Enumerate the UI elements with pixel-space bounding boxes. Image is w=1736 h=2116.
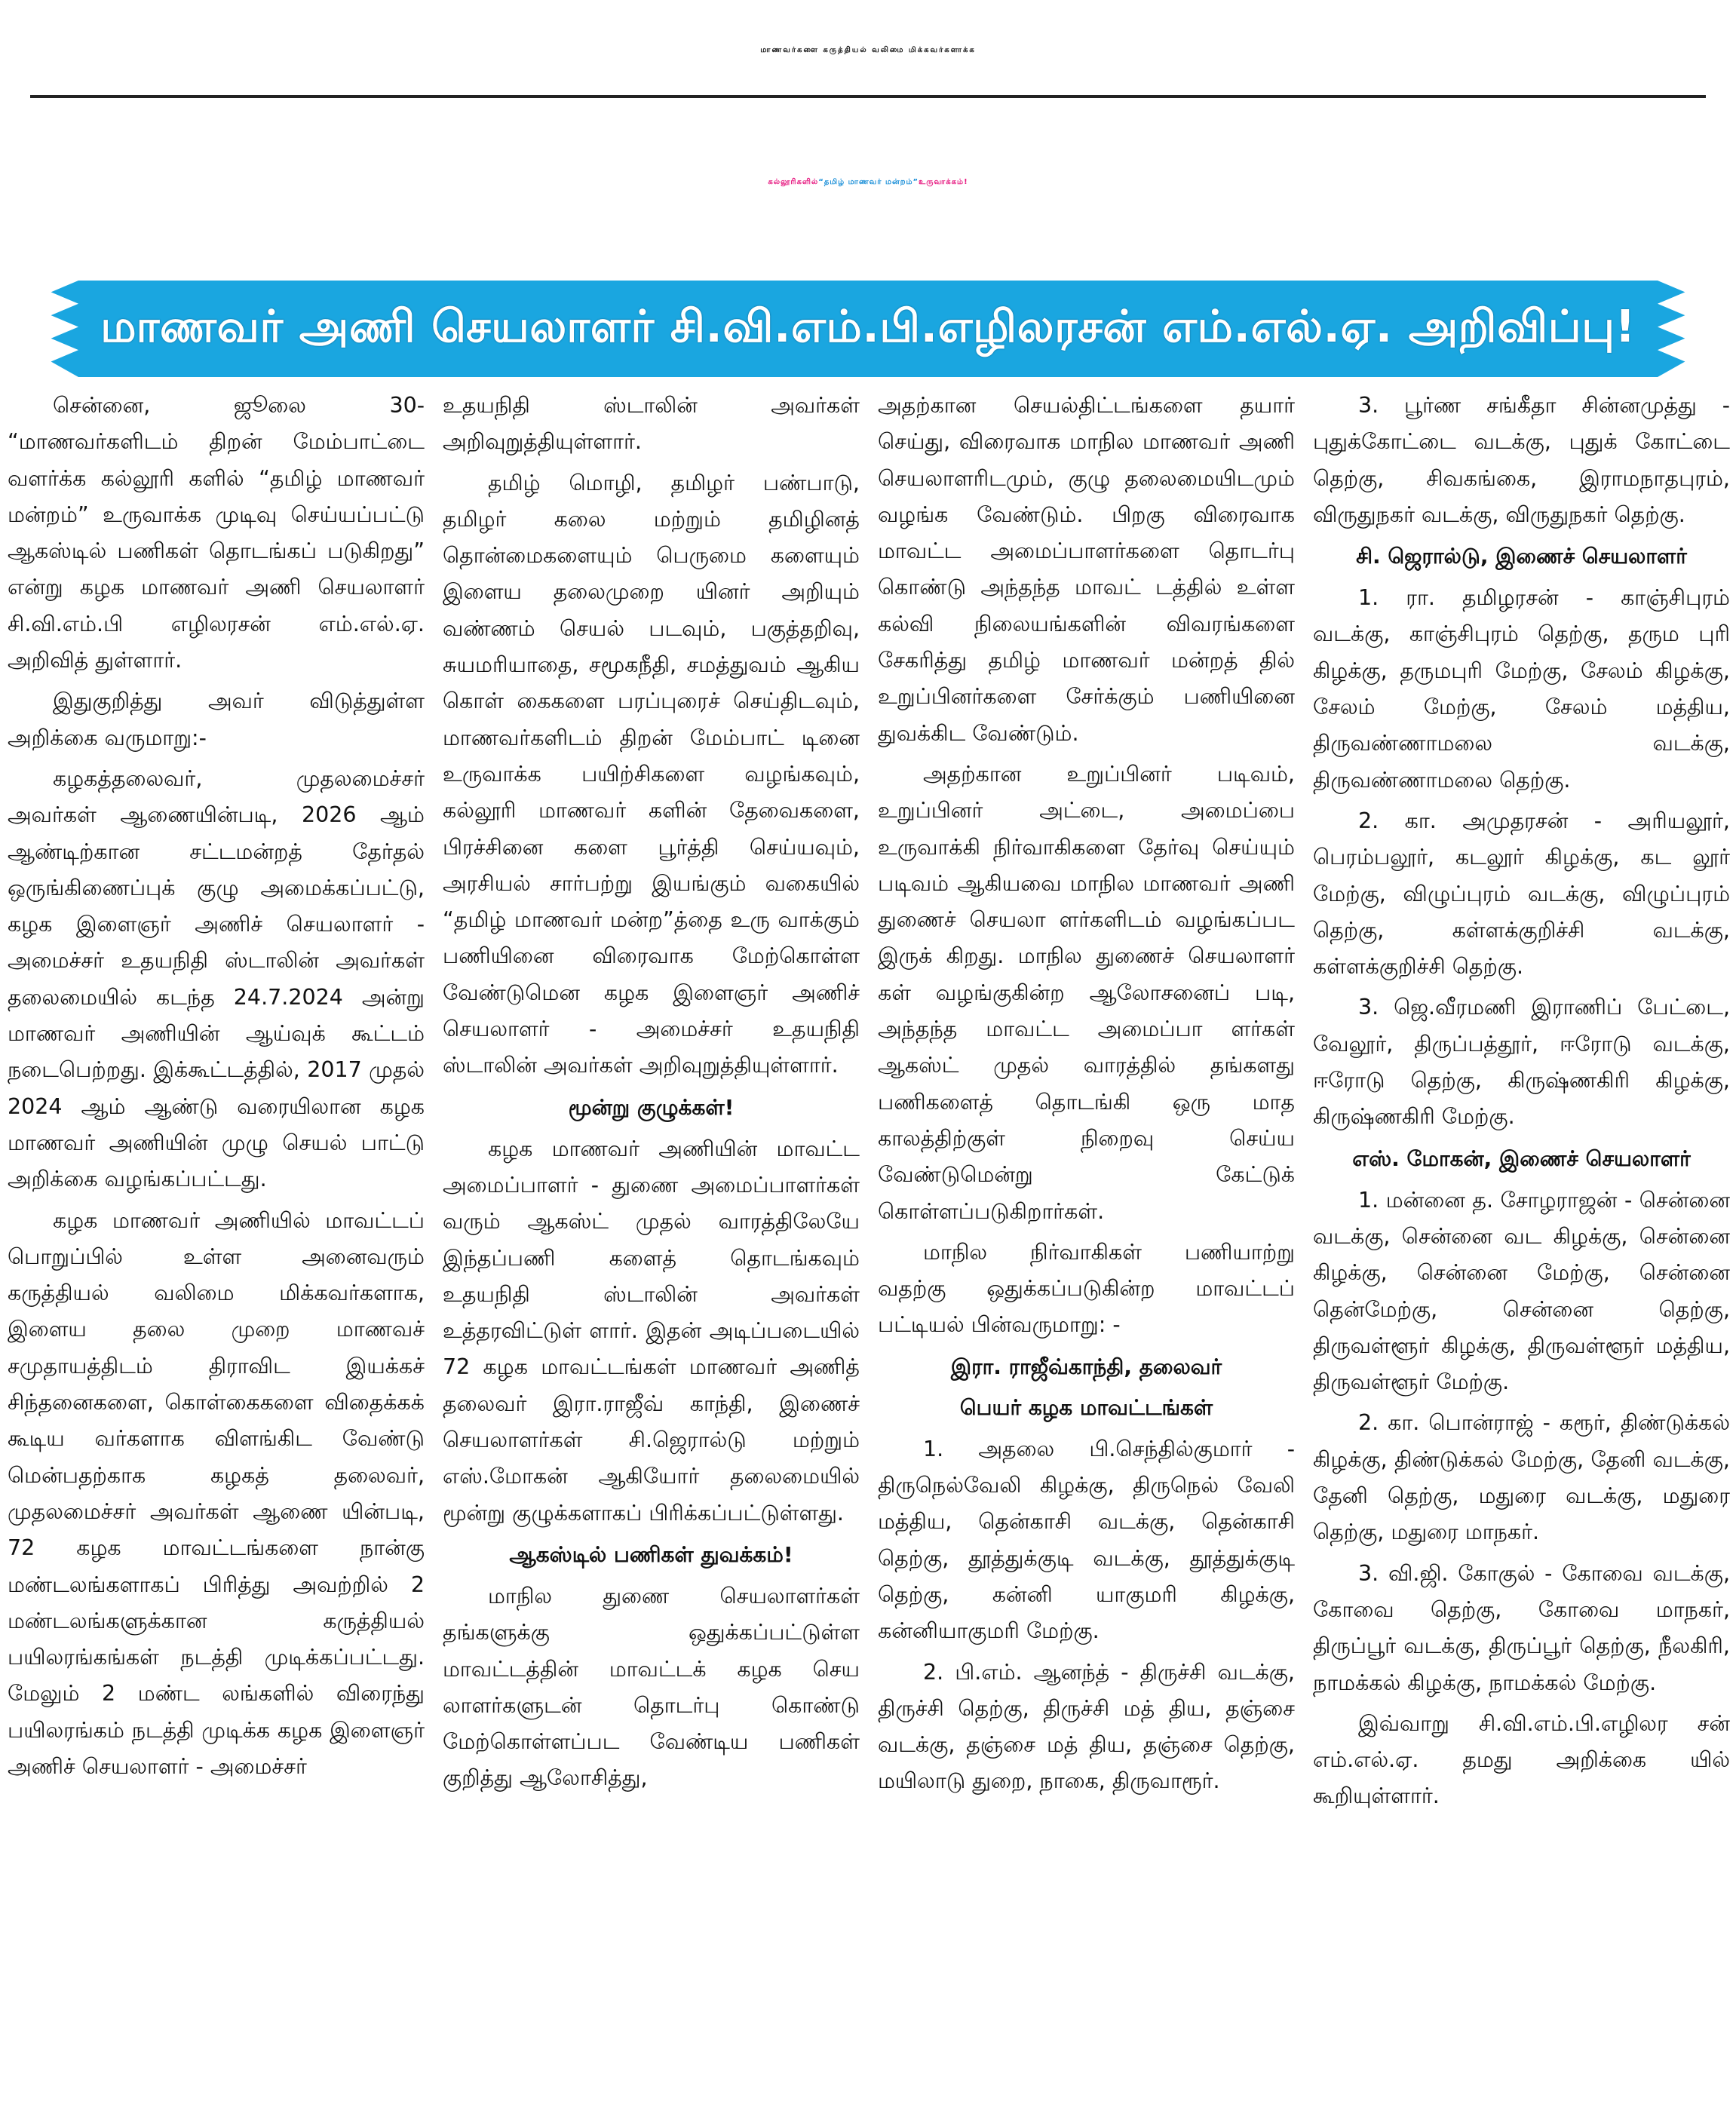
- article-paragraph: 3. ஜெ.வீரமணி இராணிப் பேட்டை, வேலூர், திருப்பத்தூர், ஈரோடு வடக்கு, ஈரோடு தெற்கு, கிருஷ்ணகிரி கிழக்கு, கிருஷ்ணகிரி மேற்கு.: [1313, 995, 1730, 1130]
- article-paragraph: 3. பூர்ண சங்கீதா சின்னமுத்து - புதுக்கோட்டை வடக்கு, புதுக் கோட்டை தெற்கு, சிவகங்கை, இராமநாதபுரம், விருதுநகர் வடக்கு, விருதுநகர் தெற்கு.: [1313, 393, 1730, 527]
- header-rule: [30, 95, 1706, 98]
- column-4: [1313, 388, 1730, 2111]
- section-subheading: சி. ஜெரால்டு, இணைச் செயலாளர்: [1356, 544, 1687, 569]
- article-paragraph: 2. கா. அமுதரசன் - அரியலூர், பெரம்பலூர், கடலூர் கிழக்கு, கட லூர் மேற்கு, விழுப்புரம் வடக்கு, விழுப்புரம் தெற்கு, கள்ளக்குறிச்சி வடக்கு, கள்ளக்குறிச்சி தெற்கு.: [1313, 808, 1730, 980]
- article-paragraph: 3. வி.ஜி. கோகுல் - கோவை வடக்கு, கோவை தெற்கு, கோவை மாநகர், திருப்பூர் வடக்கு, திருப்பூர் தெற்கு, நீலகிரி, நாமக்கல் கிழக்கு, நாமக்கல் மேற்கு.: [1313, 1560, 1730, 1695]
- article-paragraph: மாநில துணை செயலாளர்கள் தங்களுக்கு ஒதுக்கப்பட்டுள்ள மாவட்டத்தின் மாவட்டக் கழக செய லாளர்களுடன் தொடர்பு கொண்டு மேற்கொள்ளப்பட வேண்டிய பணிகள் குறித்து ஆலோசித்து,: [443, 1583, 860, 1791]
- column-3: [878, 388, 1295, 2111]
- main-headline: [0, 107, 1736, 258]
- article-paragraph: அதற்கான செயல்திட்டங்களை தயார் செய்து, விரைவாக மாநில மாணவர் அணி செயலாளரிடமும், குழு தலைமையிடமும் வழங்க வேண்டும். பிறகு விரைவாக மாவட்ட அமைப்பாளர்களை தொடர்பு கொண்டு அந்தந்த மாவட் டத்தில் உள்ள கல்வி நிலையங்களின் விவரங்களை சேகரித்து தமிழ் மாணவர் மன்றத் தில் உறுப்பினர்களை சேர்க்கும் பணியினை துவக்கிட வேண்டும்.: [878, 393, 1295, 746]
- article-paragraph: தமிழ் மொழி, தமிழர் பண்பாடு, தமிழர் கலை மற்றும் தமிழினத் தொன்மைகளையும் பெருமை களையும் இளைய தலைமுறை யினர் அறியும் வண்ணம் செயல் படவும், பகுத்தறிவு, சுயமரியாதை, சமூகநீதி, சமத்துவம் ஆகிய கொள் கைகளை பரப்புரைச் செய்திடவும், மாணவர்களிடம் திறன் மேம்பாட் டினை உருவாக்க பயிற்சிகளை வழங்கவும், கல்லூரி மாணவர் களின் தேவைகளை, பிரச்சினை களை பூர்த்தி செய்யவும், அரசியல் சார்பற்று இயங்கும் வகையில் “தமிழ் மாணவர் மன்ற”த்தை உரு வாக்கும் பணியினை விரைவாக மேற்கொள்ள வேண்டுமென கழக இளைஞர் அணிச் செயலாளர் - அமைச்சர் உதயநிதி ஸ்டாலின் அவர்கள் அறிவுறுத்தியுள்ளார்.: [443, 470, 860, 1078]
- article-paragraph: அதற்கான உறுப்பினர் படிவம், உறுப்பினர் அட்டை, அமைப்பை உருவாக்கி நிர்வாகிகளை தேர்வு செய்யும் படிவம் ஆகியவை மாநில மாணவர் அணி துணைச் செயலா ளர்களிடம் வழங்கப்பட இருக் கிறது. மாநில துணைச் செயலாளர் கள் வழங்குகின்ற ஆலோசனைப் படி, அந்தந்த மாவட்ட அமைப்பா ளர்கள் ஆகஸ்ட் முதல் வாரத்தில் தங்களது பணிகளைத் தொடங்கி ஒரு மாத காலத்திற்குள் நிறைவு செய்ய வேண்டுமென்று கேட்டுக் கொள்ளப்படுகிறார்கள்.: [878, 761, 1295, 1224]
- article-paragraph: கழக மாணவர் அணியில் மாவட்டப் பொறுப்பில் உள்ள அனைவரும் கருத்தியல் வலிமை மிக்கவர்களாக, இளைய தலை முறை மாணவச் சமுதாயத்திடம் திராவிட இயக்கச் சிந்தனைகளை, கொள்கைகளை விதைக்கக் கூடிய வர்களாக விளங்கிட வேண்டு மென்பதற்காக கழகத் தலைவர், முதலமைச்சர் அவர்கள் ஆணை யின்படி, 72 கழக மாவட்டங்களை நான்கு மண்டலங்களாகப் பிரித்து அவற்றில் 2 மண்டலங்களுக்கான கருத்தியல் பயிலரங்கங்கள் நடத்தி முடிக்கப்பட்டது. மேலும் 2 மண்ட லங்களில் விரைந்து பயிலரங்கம் நடத்தி முடிக்க கழக இளைஞர் அணிச் செயலாளர் - அமைச்சர்: [8, 1207, 425, 1779]
- section-subheading: எஸ். மோகன், இணைச் செயலாளர்: [1352, 1145, 1691, 1171]
- article-paragraph: 1. மன்னை த. சோழராஜன் - சென்னை வடக்கு, சென்னை வட கிழக்கு, சென்னை கிழக்கு, சென்னை மேற்கு, சென்னை தென்மேற்கு, சென்னை தெற்கு, திருவள்ளூர் கிழக்கு, திருவள்ளூர் மத்திய, திருவள்ளூர் மேற்கு.: [1313, 1187, 1730, 1395]
- column-2: [443, 388, 860, 2111]
- banner-notch-right: [1658, 281, 1697, 377]
- article-paragraph: மாநில நிர்வாகிகள் பணியாற்று வதற்கு ஒதுக்கப்படுகின்ற மாவட்டப் பட்டியல் பின்வருமாறு: -: [878, 1239, 1295, 1338]
- headline-part-1: கல்லூரிகளில்: [768, 178, 819, 186]
- article-paragraph: 2. கா. பொன்ராஜ் - கரூர், திண்டுக்கல் கிழக்கு, திண்டுக்கல் மேற்கு, தேனி வடக்கு, தேனி தெற்கு, மதுரை வடக்கு, மதுரை தெற்கு, மதுரை மாநகர்.: [1313, 1410, 1730, 1545]
- headline-part-3: உருவாக்கம்!: [919, 178, 968, 186]
- article-paragraph: கழக மாணவர் அணியின் மாவட்ட அமைப்பாளர் - துணை அமைப்பாளர்கள் வரும் ஆகஸ்ட் முதல் வாரத்திலேயே இந்தப்பணி களைத் தொடங்கவும் உதயநிதி ஸ்டாலின் அவர்கள் உத்தரவிட்டுள் ளார். இதன் அடிப்படையில் 72 கழக மாவட்டங்கள் மாணவர் அணித் தலைவர் இரா.ராஜீவ் காந்தி, இணைச் செயலாளர்கள் சி.ஜெரால்டு மற்றும் எஸ்.மோகன் ஆகியோர் தலைமையில் மூன்று குழுக்களாகப் பிரிக்கப்பட்டுள்ளது.: [443, 1136, 860, 1526]
- banner-notch-left: [39, 281, 78, 377]
- article-paragraph: 1. அதலை பி.செந்தில்குமார் - திருநெல்வேலி கிழக்கு, திருநெல் வேலி மத்திய, தென்காசி வடக்கு, தென்காசி தெற்கு, தூத்துக்குடி வடக்கு, தூத்துக்குடி தெற்கு, கன்னி யாகுமரி கிழக்கு, கன்னியாகுமரி மேற்கு.: [878, 1436, 1295, 1644]
- article-paragraph: உதயநிதி ஸ்டாலின் அவர்கள் அறிவுறுத்தியுள்ளார்.: [443, 393, 860, 455]
- section-subheading: பெயர் கழக மாவட்டங்கள்: [959, 1394, 1213, 1420]
- kicker-headline: மாணவர்களை கருத்தியல் வலிமை மிக்கவர்களாக்க: [760, 46, 976, 54]
- article-paragraph: இவ்வாறு சி.வி.எம்.பி.எழிலர சன் எம்.எல்.ஏ. தமது அறிக்கை யில் கூறியுள்ளார்.: [1313, 1710, 1730, 1809]
- article-paragraph: இதுகுறித்து அவர் விடுத்துள்ள அறிக்கை வருமாறு:-: [8, 688, 425, 750]
- subheadline-banner: [42, 281, 1694, 377]
- column-1: [8, 388, 425, 2111]
- section-subheading: மூன்று குழுக்கள்!: [568, 1094, 735, 1120]
- article-paragraph: 2. பி.எம். ஆனந்த் - திருச்சி வடக்கு, திருச்சி தெற்கு, திருச்சி மத் திய, தஞ்சை வடக்கு, தஞ்சை மத் திய, தஞ்சை தெற்கு, மயிலாடு துறை, நாகை, திருவாரூர்.: [878, 1659, 1295, 1794]
- article-paragraph: சென்னை, ஜூலை 30- “மாணவர்களிடம் திறன் மேம்பாட்டை வளர்க்க கல்லூரி களில் “தமிழ் மாணவர் மன்றம்” உருவாக்க முடிவு செய்யப்பட்டு ஆகஸ்டில் பணிகள் தொடங்கப் படுகிறது” என்று கழக மாணவர் அணி செயலாளர் சி.வி.எம்.பி எழிலரசன் எம்.எல்.ஏ. அறிவித் துள்ளார்.: [8, 393, 425, 673]
- banner-text: மாணவர் அணி செயலாளர் சி.வி.எம்.பி.எழிலரசன் எம்.எல்.ஏ. அறிவிப்பு!: [100, 299, 1636, 352]
- section-subheading: இரா. ராஜீவ்காந்தி, தலைவர்: [950, 1354, 1222, 1379]
- article-columns: [8, 388, 1728, 2111]
- article-paragraph: கழகத்தலைவர், முதலமைச்சர் அவர்கள் ஆணையின்படி, 2026 ஆம் ஆண்டிற்கான சட்டமன்றத் தேர்தல் ஒருங்கிணைப்புக் குழு அமைக்கப்பட்டு, கழக இளைஞர் அணிச் செயலாளர் - அமைச்சர் உதயநிதி ஸ்டாலின் அவர்கள் தலைமையில் கடந்த 24.7.2024 அன்று மாணவர் அணியின் ஆய்வுக் கூட்டம் நடைபெற்றது. இக்கூட்டத்தில், 2017 முதல் 2024 ஆம் ஆண்டு வரையிலான கழக மாணவர் அணியின் முழு செயல் பாட்டு அறிக்கை வழங்கப்பட்டது.: [8, 765, 425, 1192]
- section-subheading: ஆகஸ்டில் பணிகள் துவக்கம்!: [509, 1541, 793, 1567]
- headline-part-2: “தமிழ் மாணவர் மன்றம்”: [818, 178, 919, 186]
- article-paragraph: 1. ரா. தமிழரசன் - காஞ்சிபுரம் வடக்கு, காஞ்சிபுரம் தெற்கு, தரும புரி கிழக்கு, தருமபுரி மேற்கு, சேலம் கிழக்கு, சேலம் மேற்கு, சேலம் மத்திய, திருவண்ணாமலை வடக்கு, திருவண்ணாமலை தெற்கு.: [1313, 585, 1730, 793]
